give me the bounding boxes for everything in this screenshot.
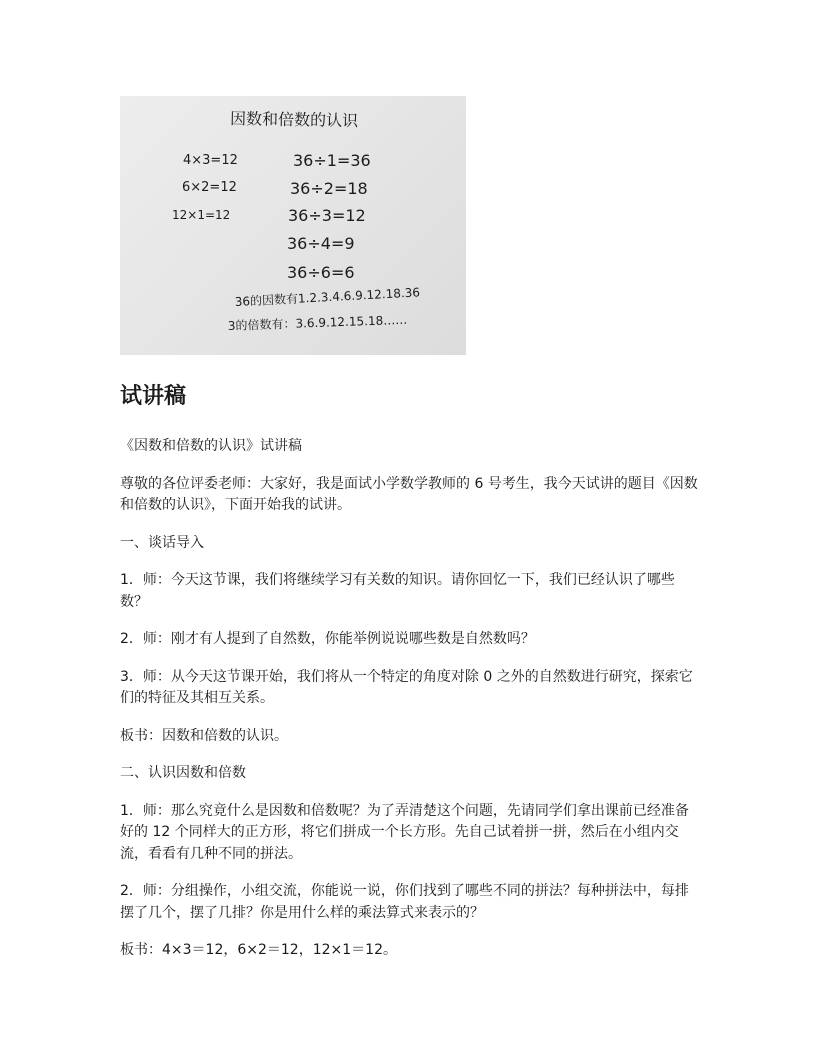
blackboard-note-2: 板书：4×3＝12，6×2＝12，12×1＝12。 bbox=[120, 942, 397, 958]
document-heading: 试讲稿 bbox=[120, 384, 187, 409]
photo-factors-line: 36的因数有1.2.3.4.6.9.12.18.36 bbox=[234, 285, 421, 309]
photo-left-equation-2: 6×2=12 bbox=[182, 180, 237, 195]
blackboard-note-1: 板书：因数和倍数的认识。 bbox=[120, 727, 288, 744]
paragraph-1-3: 3．师：从今天这节课开始，我们将从一个特定的角度对除 0 之外的自然数进行研究，探索它们的特征及其相互关系。 bbox=[120, 668, 693, 706]
paragraph-1-1: 1．师：今天这节课，我们将继续学习有关数的知识。请你回忆一下，我们已经认识了哪些数？ bbox=[120, 572, 675, 610]
photo-right-equation-4: 36÷4=9 bbox=[287, 234, 355, 253]
paragraph-1-2: 2．师：刚才有人提到了自然数，你能举例说说哪些数是自然数吗？ bbox=[120, 631, 535, 647]
photo-right-equation-3: 36÷3=12 bbox=[288, 206, 366, 225]
photo-multiples-line: 3的倍数有：3.6.9.12.15.18…… bbox=[227, 312, 408, 333]
paragraph-2-2: 2．师：分组操作，小组交流，你能说一说，你们找到了哪些不同的拼法？每种拼法中，每排摆了几个，摆了几排？你是用什么样的乘法算式来表示的？ bbox=[120, 883, 689, 921]
photo-left-equation-1: 4×3=12 bbox=[183, 153, 238, 168]
document-subtitle: 《因数和倍数的认识》试讲稿 bbox=[120, 438, 302, 454]
photo-title: 因数和倍数的认识 bbox=[229, 109, 359, 131]
handwritten-notes-photo bbox=[120, 96, 466, 355]
section-heading-1: 一、谈话导入 bbox=[120, 534, 204, 551]
handwritten-notes-drawing bbox=[120, 96, 466, 355]
photo-right-equation-1: 36÷1=36 bbox=[293, 151, 371, 170]
photo-right-equation-2: 36÷2=18 bbox=[290, 179, 368, 198]
paragraph-2-1: 1．师：那么究竟什么是因数和倍数呢？为了弄清楚这个问题，先请同学们拿出课前已经准备好的 12 个同样大的正方形，将它们拼成一个长方形。先自己试着拼一拼，然后在小组内交流，看看有几种不同的拼法。 bbox=[120, 802, 689, 862]
document-body bbox=[120, 380, 700, 962]
paragraph-greeting: 尊敬的各位评委老师：大家好，我是面试小学数学教师的 6 号考生，我今天试讲的题目《因数和倍数的认识》，下面开始我的试讲。 bbox=[120, 475, 698, 513]
section-heading-2: 二、认识因数和倍数 bbox=[120, 765, 246, 781]
photo-right-equation-5: 36÷6=6 bbox=[287, 263, 355, 282]
photo-left-equation-3: 12×1=12 bbox=[172, 208, 231, 222]
